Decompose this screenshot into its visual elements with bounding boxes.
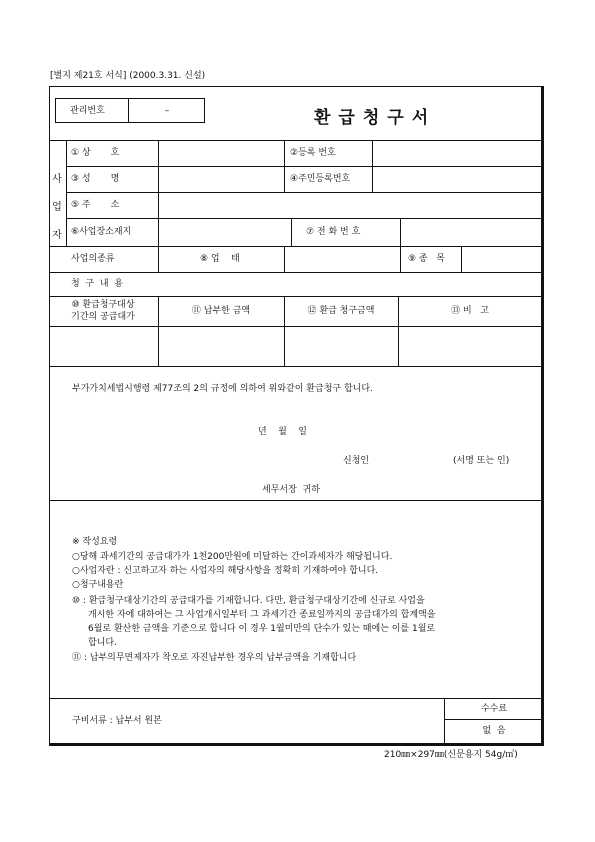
instruction-item-1: ○당해 과세기간의 공급대가가 1천200만원에 미달하는 간이과세자가 해당됩니다. [72, 552, 393, 562]
paper-spec: 210㎜×297㎜(신문용지 54g/㎡) [384, 750, 518, 760]
applicant-sign-label: 신청인 [343, 456, 370, 466]
business-location-field[interactable] [159, 219, 291, 246]
fee-value: 없 음 [482, 726, 506, 736]
claim-refund-header: ⑫ 환급 청구금액 [307, 306, 375, 316]
phone-field[interactable] [401, 219, 543, 246]
name-label: ③ 성 명 [71, 174, 120, 184]
note-10-line-4: 합니다. [88, 638, 117, 648]
resident-number-field[interactable] [373, 167, 543, 192]
claim-refund-field[interactable] [285, 327, 398, 366]
address-field[interactable] [159, 193, 543, 218]
claim-period-header-line1: ⑩ 환급청구대상 [71, 300, 135, 310]
date-line[interactable]: 년 월 일 [258, 427, 307, 437]
business-location-label: ⑥사업장소재지 [71, 227, 132, 237]
business-category-field[interactable] [285, 247, 400, 272]
claim-period-field[interactable] [50, 327, 158, 366]
instructions-heading: ※ 작성요령 [72, 537, 118, 547]
form-reference: [별지 제21호 서식] (2000.3.31. 신설) [50, 71, 206, 81]
claim-period-header-line2: 기간의 공급대가 [71, 312, 135, 322]
business-item-field[interactable] [462, 247, 543, 272]
statement-text: 부가가치세법시행령 제77조의 2의 규정에 의하여 위와같이 환급청구 합니다. [72, 384, 373, 394]
management-number-label: 관리번호 [70, 106, 105, 116]
page-title: 환급청구서 [314, 108, 437, 128]
business-item-label: ⑨ 종 목 [408, 254, 445, 264]
applicant-side-label-2: 업 [52, 202, 62, 213]
sign-note: (서명 또는 인) [453, 456, 510, 466]
name-field[interactable] [159, 167, 284, 192]
management-number-value[interactable]: – [164, 106, 170, 116]
business-name-label: ① 상 호 [71, 148, 120, 158]
business-name-field[interactable] [159, 141, 284, 166]
claim-remarks-field[interactable] [399, 327, 543, 366]
attachments-label: 구비서류 : 납부서 원본 [72, 716, 162, 726]
phone-label: ⑦ 전 화 번 호 [306, 227, 361, 237]
note-10-line-3: 6월로 환산한 금액을 기준으로 합니다 이 경우 1월미만의 단수가 있는 때에는 이를 1월로 [88, 624, 436, 634]
address-label: ⑤ 주 소 [71, 200, 120, 210]
applicant-side-label-3: 자 [52, 230, 62, 241]
note-11: ⑪ : 납부의무면제자가 착오로 자진납부한 경우의 납부금액을 기재합니다 [72, 653, 357, 663]
note-10-line-2: 개시한 자에 대하여는 그 사업개시일부터 그 과세기간 종료일까지의 공급대가의 합계액을 [88, 610, 436, 620]
note-10-line-1: ⑩ : 환급청구대상기간의 공급대가를 기재합니다. 다만, 환급청구대상기간에 신규로 사업을 [72, 596, 425, 606]
instruction-item-3: ○청구내용란 [72, 580, 124, 590]
instruction-item-2: ○사업자란 : 신고하고자 하는 사업자의 해당사항을 정확히 기재하여야 합니다. [72, 566, 379, 576]
addressee: 세무서장 귀하 [262, 485, 320, 495]
claim-remarks-header: ⑬ 비 고 [451, 306, 489, 316]
applicant-side-label-1: 사 [52, 174, 62, 185]
applicant-sign-field[interactable] [380, 452, 450, 468]
business-type-label: 사업의종류 [71, 254, 115, 264]
claim-paid-field[interactable] [159, 327, 284, 366]
claim-paid-header: ⑪ 납부한 금액 [191, 306, 251, 316]
registration-number-label: ②등록 번호 [290, 148, 336, 158]
resident-number-label: ④주민등록번호 [290, 174, 351, 184]
fee-label: 수수료 [480, 704, 508, 714]
business-category-label: ⑧ 업 태 [200, 254, 240, 264]
registration-number-field[interactable] [373, 141, 543, 166]
claim-section-label: 청 구 내 용 [71, 279, 123, 289]
